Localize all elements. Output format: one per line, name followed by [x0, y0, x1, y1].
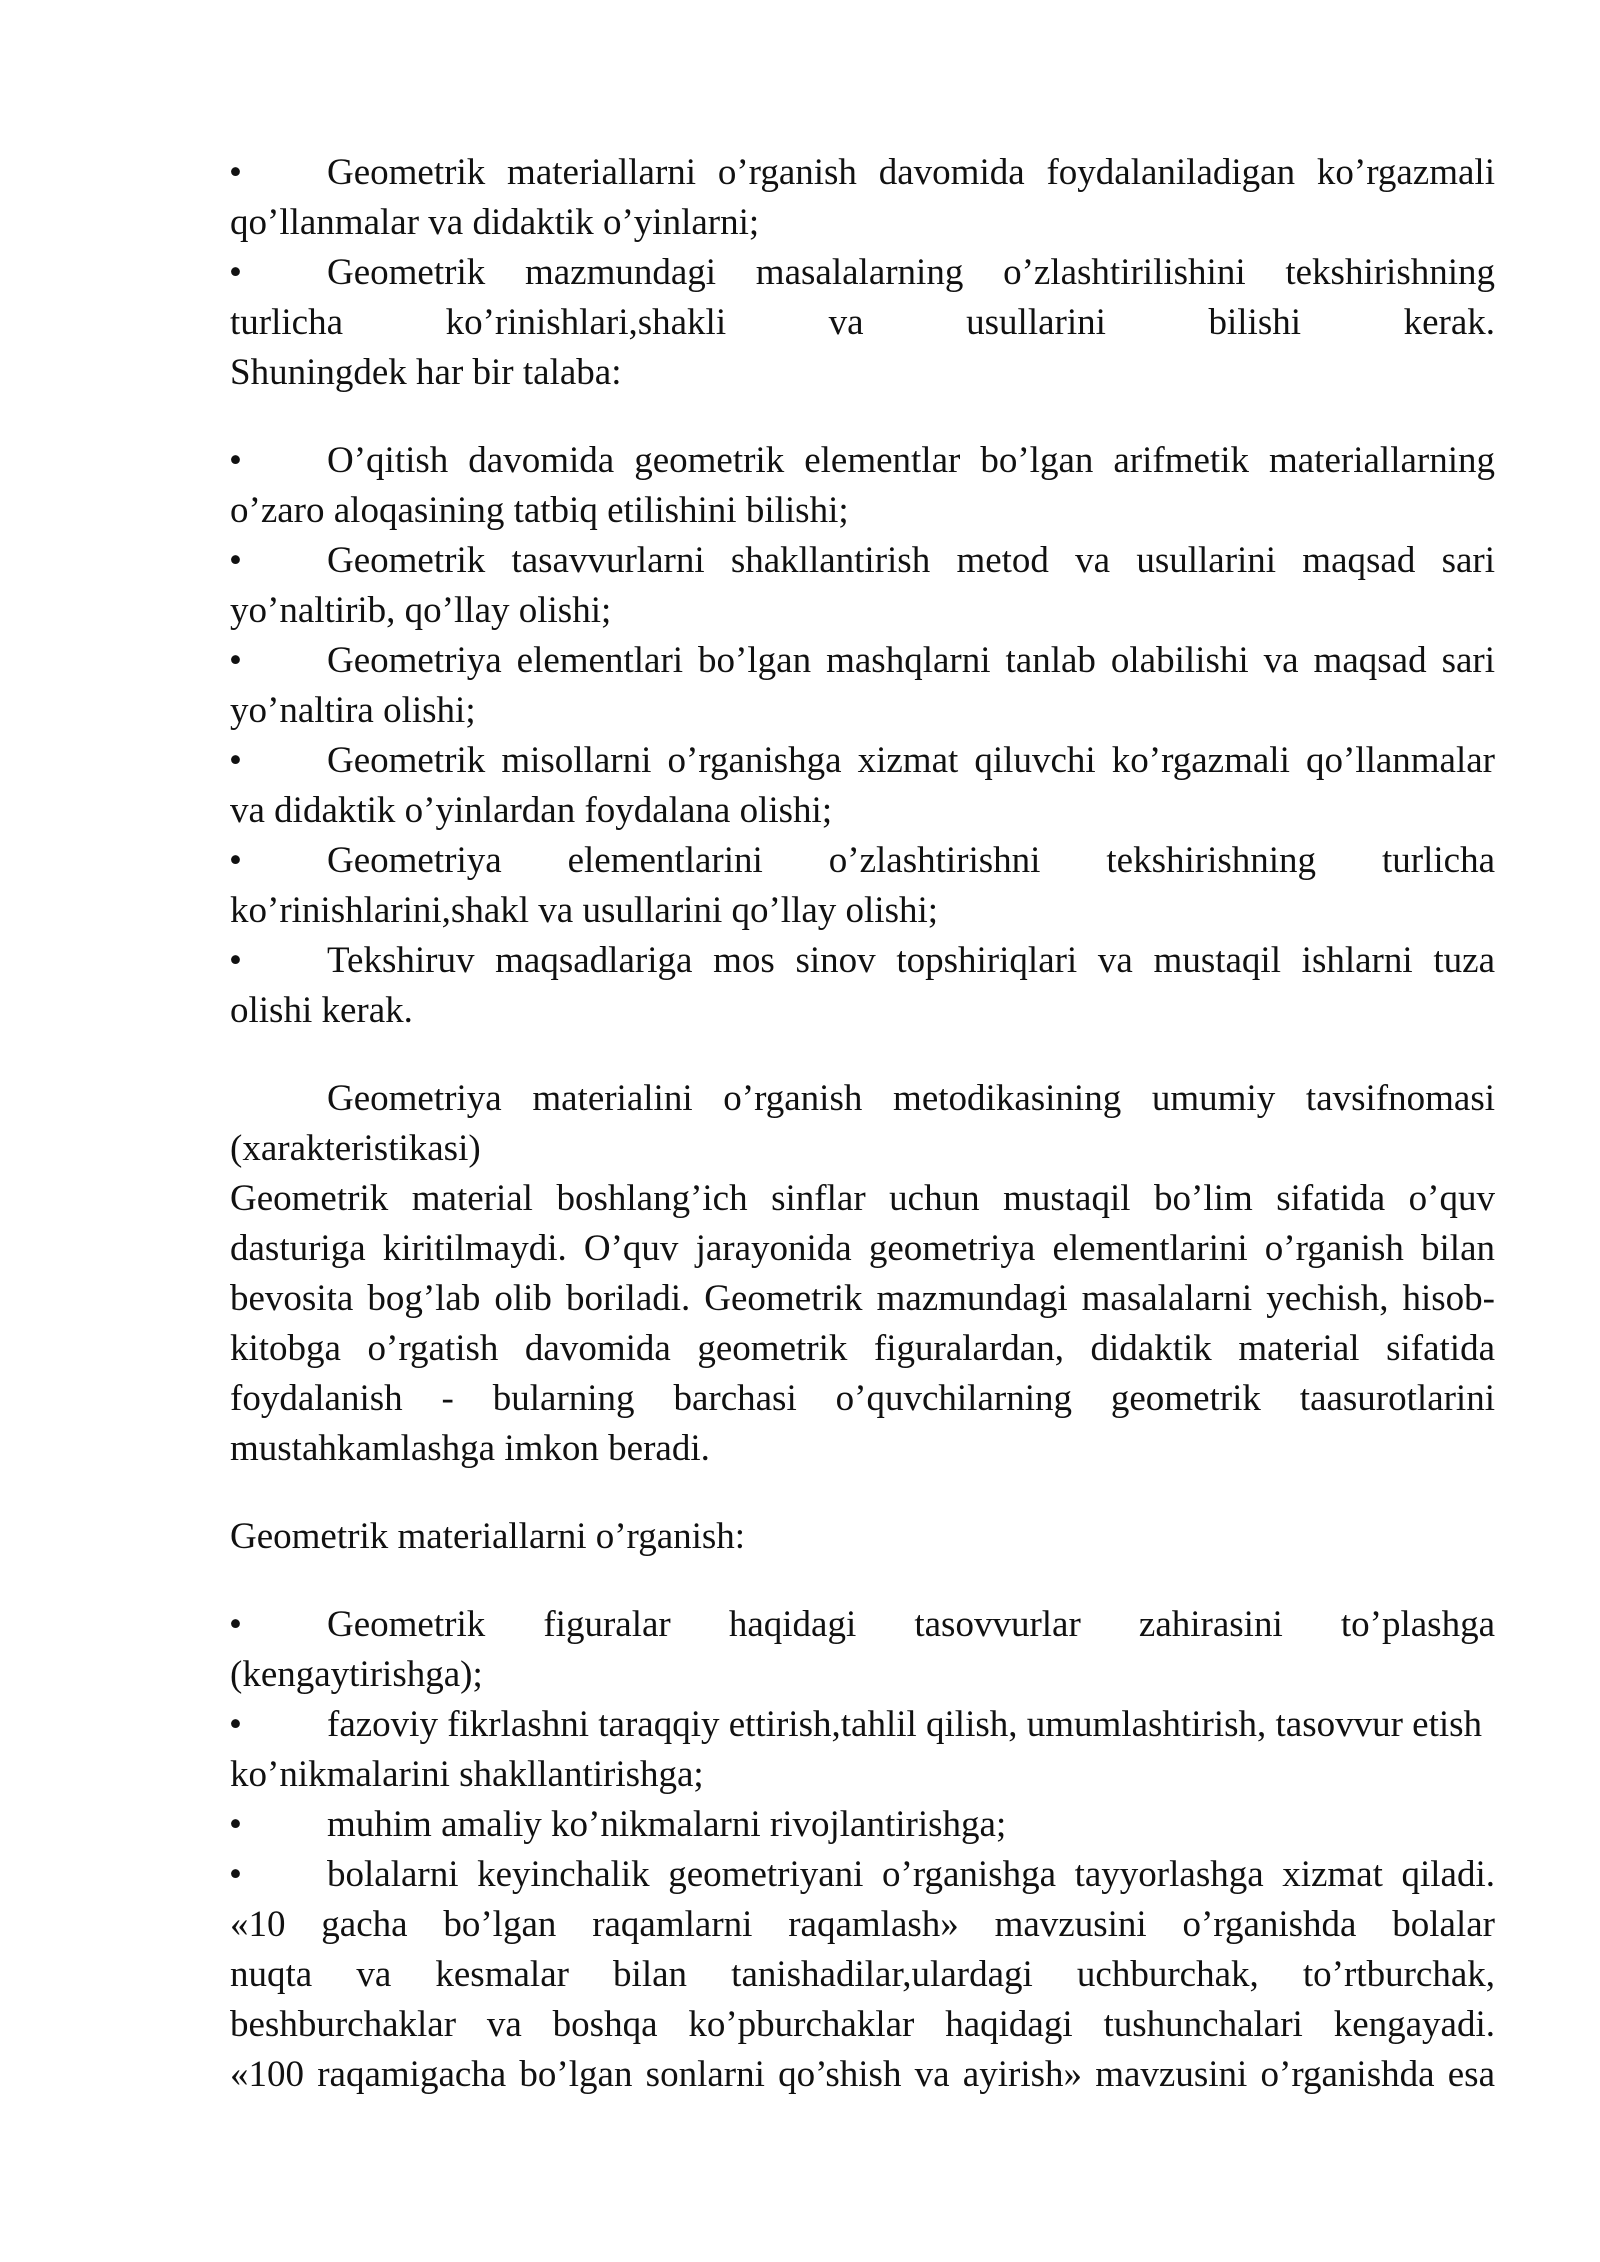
list-item-line — [230, 936, 1495, 986]
section-paragraph — [230, 1174, 1495, 1474]
paragraph-line: mustahkamlashga imkon beradi. — [230, 1428, 710, 1469]
list-bullet: • — [229, 540, 242, 581]
bullet-list — [230, 1600, 1495, 2100]
list-bullet: • — [229, 440, 242, 481]
list-item-line — [230, 636, 1495, 686]
section-heading — [230, 1074, 1495, 1174]
list-item-line: qo’llanmalar va didaktik o’yinlarni; — [230, 202, 760, 243]
list-item-text: Geometrik figuralar haqidagi tasovvurlar zahirasini to’plashga — [327, 1604, 1495, 1645]
list-item — [230, 636, 1495, 736]
list-item-text: O’qitish davomida geometrik elementlar bo’lgan arifmetik materiallarning — [327, 440, 1495, 481]
list-item-text: bolalarni keyinchalik geometriyani o’rganishga tayyorlashga xizmat qiladi. — [327, 1854, 1495, 1895]
list-item — [230, 248, 1495, 398]
list-item-text: Geometrik tasavvurlarni shakllantirish metod va usullarini maqsad sari — [327, 540, 1495, 581]
section-heading-line: Geometriya materialini o’rganish metodikasining umumiy tavsifnomasi — [327, 1078, 1495, 1119]
list-item — [230, 936, 1495, 1036]
list-item-text: Geometriya elementlarini o’zlashtirishni tekshirishning turlicha — [327, 840, 1495, 881]
list-item — [230, 148, 1495, 248]
paragraph-line: Geometrik material boshlang’ich sinflar uchun mustaqil bo’lim sifatida o’quv — [230, 1178, 1495, 1219]
list-item-text: fazoviy fikrlashni taraqqiy ettirish,tahlil qilish, umumlashtirish, tasovvur etish — [327, 1704, 1483, 1745]
list-item — [230, 736, 1495, 836]
list-item-text: muhim amaliy ko’nikmalarni rivojlantirishga; — [327, 1804, 1007, 1845]
list-bullet: • — [229, 1854, 242, 1895]
list-item-line: turlicha ko’rinishlari,shakli va usullarini bilishi kerak. — [230, 302, 1495, 343]
list-item-text: Geometrik misollarni o’rganishga xizmat qiluvchi ko’rgazmali qo’llanmalar — [327, 740, 1495, 781]
list-item-line: beshburchaklar va boshqa ko’pburchaklar haqidagi tushunchalari kengayadi. — [230, 2004, 1495, 2045]
paragraph-line: dasturiga kiritilmaydi. O’quv jarayonida geometriya elementlarini o’rganish bilan — [230, 1228, 1495, 1269]
list-item-line: yo’naltirib, qo’llay olishi; — [230, 590, 612, 631]
list-item-text: Geometriya elementlari bo’lgan mashqlarni tanlab olabilishi va maqsad sari — [327, 640, 1495, 681]
list-item-line — [230, 1600, 1495, 1650]
list-item-line: nuqta va kesmalar bilan tanishadilar,ulardagi uchburchak, to’rtburchak, — [230, 1954, 1495, 1995]
list-item-text: Tekshiruv maqsadlariga mos sinov topshiriqlari va mustaqil ishlarni tuza — [327, 940, 1495, 981]
list-bullet: • — [229, 252, 242, 293]
list-item-line — [230, 1700, 1495, 1750]
paragraph-line: kitobga o’rgatish davomida geometrik figuralardan, didaktik material sifatida — [230, 1328, 1495, 1369]
list-item-line: ko’nikmalarini shakllantirishga; — [230, 1754, 704, 1795]
list-item-line: yo’naltira olishi; — [230, 690, 476, 731]
list-item-line — [230, 736, 1495, 786]
list-item-line: va didaktik o’yinlardan foydalana olishi; — [230, 790, 833, 831]
list-bullet: • — [229, 152, 242, 193]
list-bullet: • — [229, 1704, 242, 1745]
list-bullet: • — [229, 740, 242, 781]
list-bullet: • — [229, 1604, 242, 1645]
list-item-line: (kengaytirishga); — [230, 1654, 483, 1695]
subheading-line: Geometrik materiallarni o’rganish: — [230, 1516, 746, 1557]
list-item — [230, 1700, 1495, 1800]
list-item-line: o’zaro aloqasining tatbiq etilishini bilishi; — [230, 490, 849, 531]
list-item-text: Geometrik materiallarni o’rganish davomida foydalaniladigan ko’rgazmali — [327, 152, 1495, 193]
list-item-line — [230, 1850, 1495, 1900]
list-item-line — [230, 148, 1495, 198]
list-bullet: • — [229, 640, 242, 681]
list-bullet: • — [229, 1804, 242, 1845]
page-content — [230, 148, 1495, 2100]
list-item-line: «10 gacha bo’lgan raqamlarni raqamlash» mavzusini o’rganishda bolalar — [230, 1904, 1495, 1945]
list-bullet: • — [229, 940, 242, 981]
paragraph-line: foydalanish - bularning barchasi o’quvchilarning geometrik taasurotlarini — [230, 1378, 1495, 1419]
list-item — [230, 436, 1495, 536]
list-item-line: olishi kerak. — [230, 990, 413, 1031]
list-item — [230, 836, 1495, 936]
list-bullet: • — [229, 840, 242, 881]
subheading — [230, 1512, 1495, 1562]
list-item-line: ko’rinishlarini,shakl va usullarini qo’llay olishi; — [230, 890, 939, 931]
list-item — [230, 1850, 1495, 2100]
paragraph-line: bevosita bog’lab olib boriladi. Geometrik mazmundagi masalalarni yechish, hisob- — [230, 1278, 1495, 1319]
list-item-line — [230, 836, 1495, 886]
list-item — [230, 1600, 1495, 1700]
list-item — [230, 1800, 1495, 1850]
list-item-line: «100 raqamigacha bo’lgan sonlarni qo’shish va ayirish» mavzusini o’rganishda esa — [230, 2054, 1495, 2095]
list-item-text: Geometrik mazmundagi masalalarning o’zlashtirilishini tekshirishning — [327, 252, 1495, 293]
list-item — [230, 536, 1495, 636]
list-item-line — [230, 436, 1495, 486]
bullet-list — [230, 148, 1495, 398]
bullet-list — [230, 436, 1495, 1036]
list-item-line: Shuningdek har bir talaba: — [230, 352, 622, 393]
section — [230, 1074, 1495, 1474]
list-item-line — [230, 536, 1495, 586]
section-heading-line: (xarakteristikasi) — [230, 1128, 481, 1169]
list-item-line — [230, 248, 1495, 298]
list-item-line — [230, 1800, 1495, 1850]
